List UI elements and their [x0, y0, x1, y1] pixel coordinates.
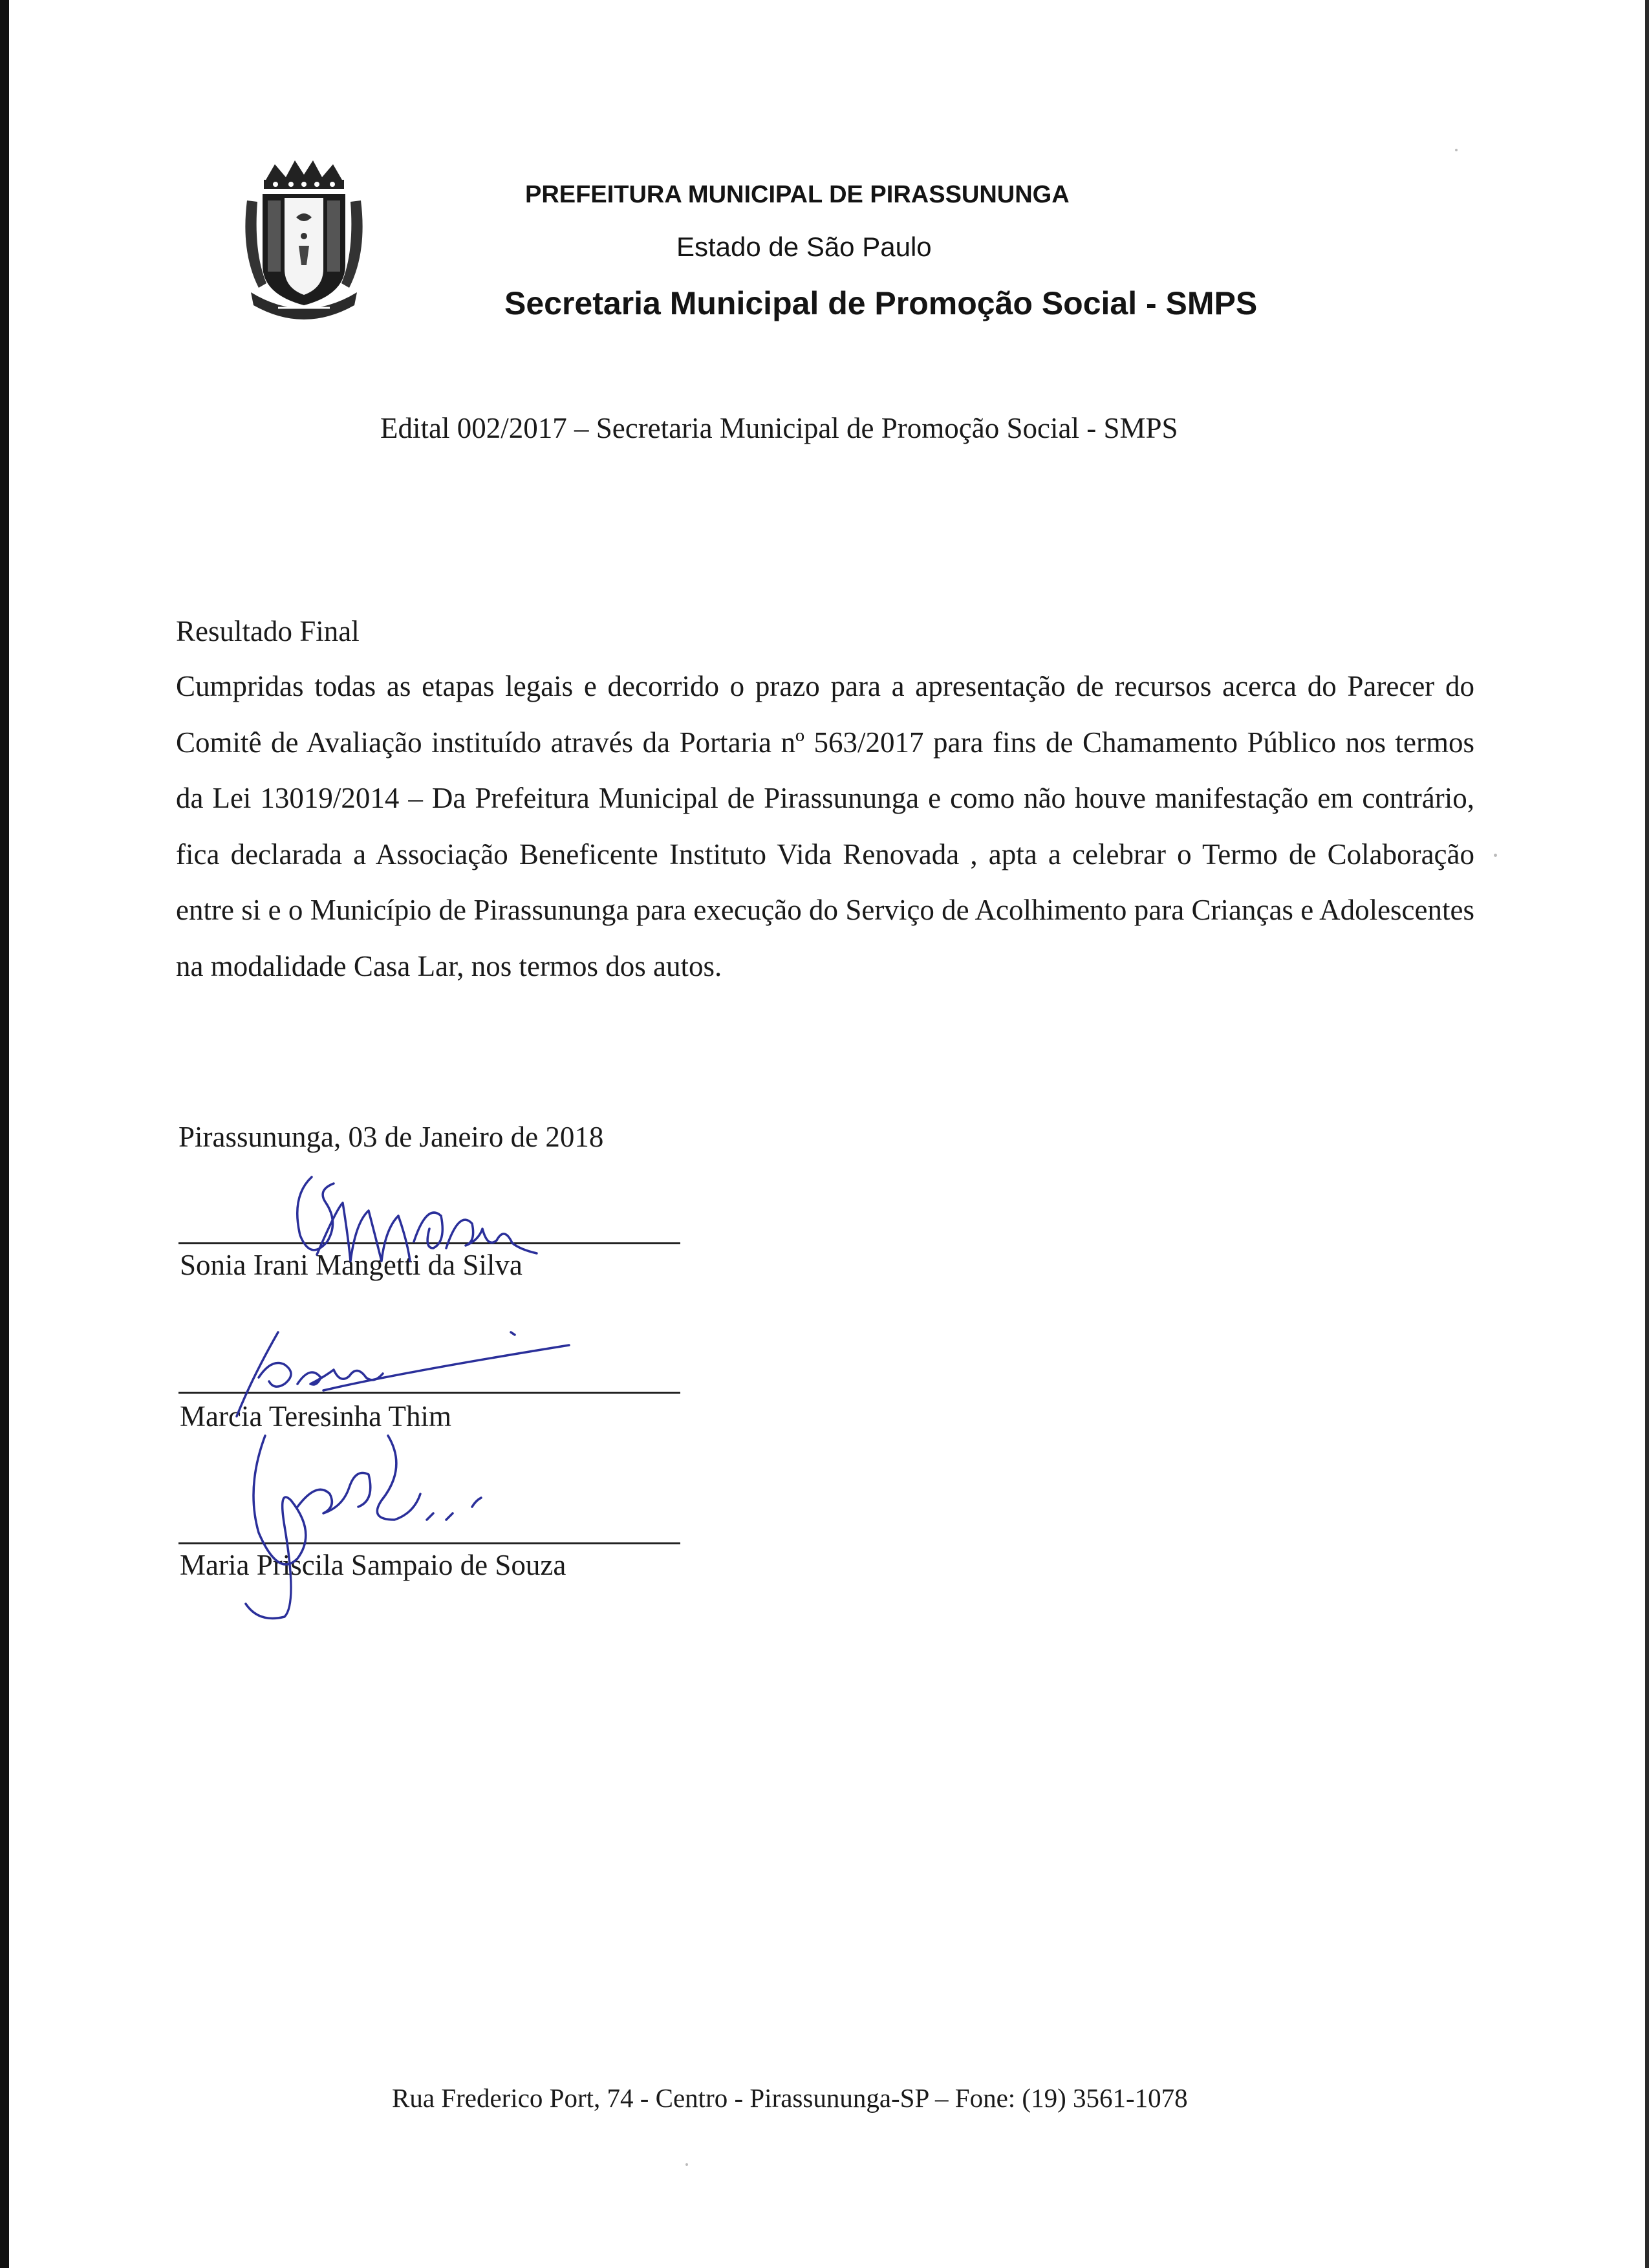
header-state: Estado de São Paulo	[676, 232, 932, 262]
handwritten-signature	[220, 1410, 517, 1630]
scan-speck	[1494, 854, 1497, 857]
scan-speck	[1455, 149, 1458, 151]
edital-heading: Edital 002/2017 – Secretaria Municipal de Promoção Social - SMPS	[380, 412, 1178, 444]
signatory-name: Marcia Teresinha Thim	[180, 1400, 452, 1432]
footer-address: Rua Frederico Port, 74 - Centro - Pirassununga-SP – Fone: (19) 3561-1078	[392, 2083, 1188, 2113]
scan-speck	[685, 2163, 688, 2166]
signatory-name: Maria Priscila Sampaio de Souza	[180, 1549, 566, 1581]
result-title: Resultado Final	[176, 615, 360, 647]
header-department: Secretaria Municipal de Promoção Social - SMPS	[504, 285, 1258, 321]
body-paragraph: Cumpridas todas as etapas legais e decorrido o prazo para a apresentação de recursos acerca do Parecer do Comitê de Avaliação instituído através da Portaria nº 563/2017 para fins de Chamamento Público nos termos da Lei 13019/2014 – Da Prefeitura Municipal de Pirassununga e como não houve manifestação em contrário, fica declarada a Associação Beneficente Instituto Vida Renovada , apta a celebrar o Termo de Colaboração entre si e o Município de Pirassununga para execução do Serviço de Acolhimento para Crianças e Adolescentes na modalidade Casa Lar, nos termos dos autos.	[176, 670, 1474, 982]
handwritten-signature	[272, 1164, 569, 1274]
header-organization: PREFEITURA MUNICIPAL DE PIRASSUNUNGA	[525, 181, 1070, 208]
scan-border-left	[0, 0, 9, 2268]
date-line: Pirassununga, 03 de Janeiro de 2018	[178, 1121, 604, 1153]
municipal-coat-of-arms-icon	[239, 155, 369, 330]
signatory-name: Sonia Irani Mangetti da Silva	[180, 1249, 523, 1281]
scan-border-right	[1645, 0, 1649, 2268]
